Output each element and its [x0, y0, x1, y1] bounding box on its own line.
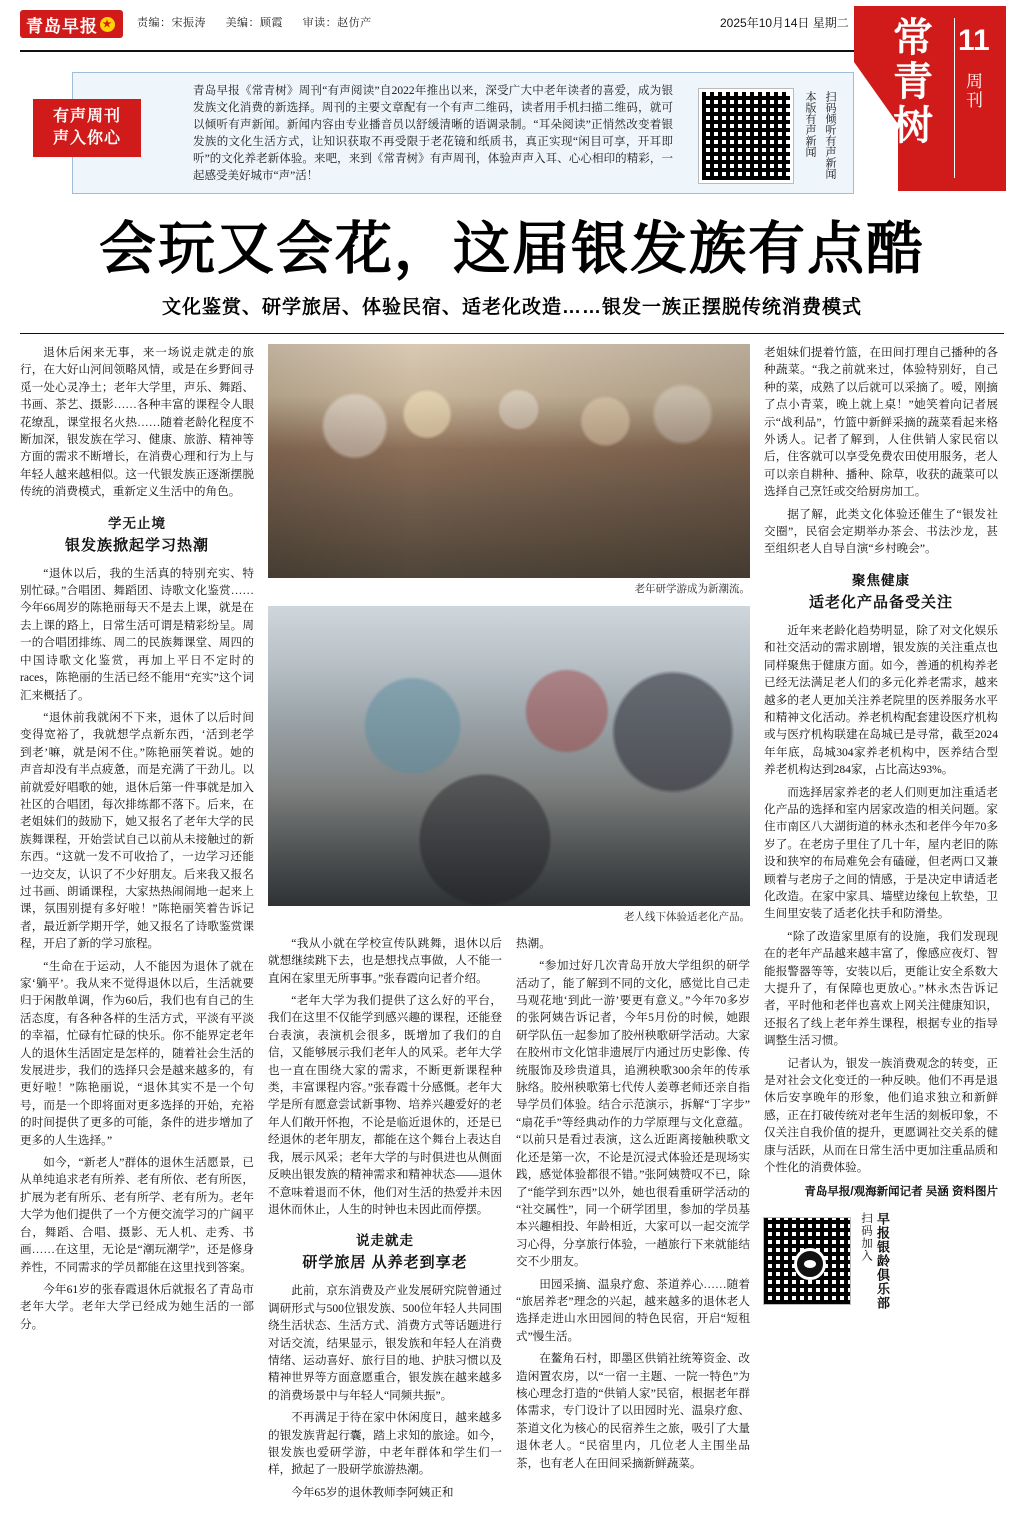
c4-p5: “除了改造家里原有的设施，我们发现现在的老年产品越来越丰富了，像感应夜灯、智能报警器等等，安装以后，更能让安全系数大大提升了，有保障也更放心。”林永杰告诉记者，平时他和老伴也喜欢上网关注健康知识，还报名了线上老年养生课程，根据专业的指导调整生活习惯。 [764, 929, 998, 1048]
editor-0: 责编：宋振涛 [137, 17, 206, 29]
c2-p1: “我从小就在学校宣传队跳舞，退休以后就想继续跳下去，也是想找点事做，人不能一直闲在家里无所事事。”张春霞向记者介绍。 [268, 936, 502, 985]
club-qr-name: 早报银龄俱乐部 [875, 1211, 890, 1310]
c3m-p1: 热潮。 [516, 936, 551, 950]
article-columns [20, 344, 1004, 1506]
c1-p5: 今年61岁的张春霞退休后就报名了青岛市老年大学。老年大学已经成为她生活的一部分。 [20, 1282, 254, 1331]
editor-2: 审读：赵仿产 [302, 17, 372, 29]
audio-weekly-text: 青岛早报《常青树》周刊“有声阅读”自2022年推出以来，深受广大中老年读者的喜爱，成为银发族文化消费的新选择。周刊的主要文章配有一个有声二维码，读者用手机扫描二维码，就可以倾听有声新闻。新闻内容由专业播音员以舒缓清晰的语调录制。“耳朵阅读”正悄然改变着银发族的文化生活方式，让知识获取不再受限于老花镜和纸质书，真正实现“闲目可享，开耳即听”的文化养老新体验。来吧，来到《常青树》有声周刊，体验声声入耳、心心相印的精彩，一起感受美好城市“声”活！ [193, 85, 673, 182]
page-subtitle: 文化鉴赏、研学旅居、体验民宿、适老化改造……银发一族正摆脱传统消费模式 [161, 297, 862, 318]
c1-p4: 如今，“新老人”群体的退休生活愿景，已从单纯追求老有所养、老有所依、老有所医，扩展为老有所乐、老有所学、老有所为。老年大学为他们提供了一个方便交流学习的广阔平台，舞蹈、合唱、摄影、无人机、走秀、书画……在这里，无论是“潮玩潮学”，还是修身养性，不同需求的学员都能在这里找到答案。 [20, 1156, 254, 1274]
editor-1: 美编：顾霞 [225, 17, 284, 29]
c2-p2: “老年大学为我们提供了这么好的平台，我们在这里不仅能学到感兴趣的课程，还能登台表演，表演机会很多，既增加了我们的自信，又能够展示我们老年人的风采。老年大学也一直在围绕大家的需求，不断更新课程种类，丰富课程内容。”张春霞十分感慨。老年大学是所有愿意尝试新事物、培养兴趣爱好的老年人们敞开怀抱，不论是临近退休的，还是已经退休的老年朋友，都能在这个舞台上表达自我，展示风采；老年大学的与时俱进也从侧面反映出银发族的精神需求和精神状态——退休不意味着退而不休，他们对生活的热爱并未因退休而休止，人生的时钟也未因此而停摆。 [268, 994, 502, 1216]
c1-p1: “退休以后，我的生活真的特别充实、特别忙碌。”合唱团、舞蹈团、诗歌文化鉴赏……今年66周岁的陈艳丽每天不是去上课，就是在去上课的路上，日常生活可谓是精彩纷呈。周一的合唱团排练、周二的民族舞课堂、周四的中国诗歌文化鉴赏，再加上平日不定时的races，陈艳丽的生活已经不能用“充实”这个词汇来概括了。 [20, 566, 254, 702]
section-heading-3-small: 聚焦健康 [852, 572, 910, 588]
club-qr-join-label: 扫码加入 [860, 1211, 872, 1262]
c1-lead: 退休后闲来无事，来一场说走就走的旅行，在大好山河间领略风情，或是在乡野间寻觅一处心灵净土；老年大学里，声乐、舞蹈、书画、茶艺、摄影……各种丰富的课程令人眼花缭乱，课堂报名火热……随着老龄化程度不断加深，银发族在学习、健康、旅游、精神等方面的需求不断增长，在消费心理和行为上与年轻人越来越相似。这一代银发族正逐渐摆脱传统的消费模式，重新定义生活中的角色。 [20, 346, 254, 499]
section-heading-2-big: 研学旅居 从养老到享老 [302, 1254, 468, 1272]
editor-credits [137, 14, 388, 30]
audio-tag-line1: 有声周刊 [52, 108, 121, 125]
photo-aging-products-caption: 老人线下体验适老化产品。 [624, 912, 750, 924]
section-heading-2-small: 说走就走 [356, 1233, 414, 1249]
column-2b [516, 935, 750, 1506]
qr-center-logo [794, 1248, 826, 1280]
paper-logo [20, 10, 123, 38]
banner-divider [954, 18, 955, 178]
paper-name: 青岛早报 [26, 16, 98, 36]
section-heading-2 [268, 1230, 502, 1274]
page-title: 会玩又会花，这届银发族有点酷 [99, 217, 925, 281]
section-banner [854, 6, 1006, 191]
section-heading-1-small: 学无止境 [108, 515, 166, 531]
club-qr-labels [858, 1212, 890, 1310]
page-number: 11 [958, 24, 990, 57]
c2-p5: 今年65岁的退休教师李阿姨正和 [291, 1485, 454, 1499]
column-2a [268, 935, 502, 1506]
photo-research-tour [268, 344, 750, 578]
section-heading-3-big: 适老化产品备受关注 [808, 593, 953, 611]
photo-research-tour-content [268, 344, 750, 578]
photo-aging-products-content [268, 606, 750, 906]
column-4 [764, 344, 998, 1506]
c4-p1: 老姐妹们提着竹篮，在田间打理自己播种的各种蔬菜。“我之前就来过，体验特别好，自己种的菜，成熟了以后就可以采摘了。嗳，刚摘了点小青菜，晚上就上桌！”她笑着向记者展示“战利品”，竹篮中新鲜采摘的蔬菜看起来格外诱人。记者了解到，人住供销人家民宿以后，住客就可以享受免费农田使用服务，老人可以亲自耕种、播种、除草，收获的蔬菜可以选择自己烹饪或交给厨房加工。 [764, 346, 998, 499]
audio-qr-label-right: 扫码倾听有声新闻 [824, 91, 836, 179]
c2-p3: 此前，京东消费及产业发展研究院曾通过调研形式与500位银发族、500位年轻人共同围绕生活状态、生活方式、消费方式等话题进行对话交流，结果显示，银发族和年轻人在消费情绪、运动喜好、旅行目的地、护肤习惯以及精神世界等方面意愿重合，银发族在越来越多的消费场景中与年轻人“同频共振”。 [268, 1284, 502, 1402]
sun-icon: ★ [100, 17, 115, 32]
photo-aging-products [268, 606, 750, 906]
c1-p3: “生命在于运动，人不能因为退休了就在家‘躺平’。我从来不觉得退休以后，生活就要归于闲散单调，作为60后，我们也有自己的生活态度，有各种各样的生活方式，平淡有平淡的幸福，忙碌有忙碌的快乐。你不能界定老年人的退休生活固定是怎样的，随着社会生活的发展进步，我们的选择只会是越来越多的，有更好啦！”陈艳丽说，“退休其实不是一个句号，而是一个即将面对更多选择的开始，充裕的时间提供了更多的可能，条件的进步增加了更多的人生选择。” [20, 959, 254, 1147]
c4-p4: 而选择居家养老的老人们则更加注重适老化产品的选择和室内居家改造的相关问题。家住市南区八大湖街道的林永杰和老伴今年70多岁了。在老房子里住了几十年，屋内老旧的陈设和狭窄的布局难免会有磕碰，但老两口又兼顾着与老房子之间的情感，于是决定申请适老化改造。在家中家具、墙壁边缘包上软垫，卫生间里安装了适老化扶手和防滑垫。 [764, 785, 998, 921]
section-heading-1 [20, 513, 254, 557]
c3m-p2: “参加过好几次青岛开放大学组织的研学活动了，能了解到不同的文化，感觉比自己走马观花地‘到此一游’要更有意义。”今年70多岁的张阿姨告诉记者，今年5月份的时候，她跟研学队伍一起参加了胶州秧歌研学活动。大家在胶州市文化馆非遗展厅内通过历史影像、传统服饰及珍贵道具，追溯秧歌300余年的传承脉络。胶州秧歌第七代传人姜尊老师还亲自指导学员们体验。结合示范演示，拆解“丁字步”“扇花手”等经典动作的力学原理与文化意蕴。“以前只是看过表演，这么近距离接触秧歌文化还是第一次，不论是沉浸式体验还是现场实践，感觉体验都很不错。”张阿姨赞叹不已，除了“能学到东西”以外，她也很看重研学活动的“社交属性”，同一个研学团里，参加的学员基本兴趣相投、年龄相近，大家可以一起交流学习心得，分享旅行体验，一趟旅行下来就能结交不少朋友。 [516, 959, 750, 1269]
audio-qr-code[interactable] [699, 89, 793, 183]
article-byline: 青岛早报/观海新闻记者 吴涵 资料图片 [804, 1186, 998, 1199]
audio-weekly-tag [33, 99, 141, 157]
issue-date: 2025年10月14日 星期二 [720, 16, 849, 30]
c4-p6: 记者认为，银发一族消费观念的转变，正是对社会文化变迁的一种反映。他们不再是退休后安享晚年的形象，他们追求独立和新鲜感，正在打破传统对老年生活的刻板印象，不仅关注自我价值的提升，更愿调社交关系的健康与活跃，从而在日常生活中更加注重品质和个性化的消费体验。 [764, 1056, 998, 1175]
headline-divider [20, 333, 1004, 334]
c2-p4: 不再满足于待在家中休闲度日，越来越多的银发族背起行囊，踏上求知的旅途。如今，银发族也爱研学游，中老年群体和学生们一样，掀起了一股研学旅游热潮。 [268, 1411, 502, 1477]
audio-weekly-box [52, 72, 854, 194]
c3m-p3: 田园采摘、温泉疗愈、茶道养心……随着“旅居养老”理念的兴起，越来越多的退休老人选择走进山水田园间的特色民宿，开启“短租式”慢生活。 [516, 1277, 750, 1343]
audio-qr-label-left: 本版有声新闻 [804, 91, 816, 157]
audio-tag-line2: 声入你心 [52, 130, 121, 147]
club-qr-block[interactable] [764, 1212, 998, 1310]
banner-title: 常青树 [893, 16, 933, 148]
banner-weekly-label: 周刊 [963, 72, 982, 110]
c3m-p4: 在鳌角石村，即墨区供销社统筹资金、改造闲置农房，以“一宿一主题、一院一特色”为核心理念打造的“供销人家”民宿，根据老年群体需求，专门设计了以田园时光、温泉疗愈、茶道文化为核心的民宿养生之旅，吸引了大量退休老人。“民宿里内，几位老人主围坐品茶，也有老人在田间采摘新鲜蔬菜。 [516, 1352, 750, 1470]
photo-research-tour-caption: 老年研学游成为新潮流。 [634, 584, 750, 595]
c4-p3: 近年来老龄化趋势明显，除了对文化娱乐和社交活动的需求剧增，银发族的关注重点也同样聚焦于健康方面。如今，善通的机构养老已经无法满足老人们的多元化养老需求，越来越多的老人更加关注养老院里的医养服务水平和精神文化活动。养老机构配套建设医疗机构或与医疗机构联建在岛城已是寻常，截至2024年年底，岛城304家养老机构中，医养结合型养老机构达到284家，占比高达93%。 [764, 623, 998, 777]
c4-p2: 据了解，此类文化体验还催生了“银发社交圈”，民宿会定期举办茶会、书法沙龙，甚至组织老人自导自演“乡村晚会”。 [764, 507, 998, 556]
section-heading-1-big: 银发族掀起学习热潮 [64, 536, 209, 554]
column-2 [268, 344, 750, 1506]
club-qr-code[interactable] [764, 1218, 850, 1304]
c1-p2: “退休前我就闲不下来，退休了以后时间变得宽裕了，我就想学点新东西，‘活到老学到老’嘛，就是闲不住。”陈艳丽笑着说。她的声音却没有半点疲惫，而是充满了干劲儿。以前就爱好唱歌的她，退休后第一件事就是加入社区的合唱团，每次排练都不落下。后来，在老姐妹们的鼓励下，她又报名了老年大学的民族舞课程，开始尝试自己以前从未接触过的新东西。“这就一发不可收拾了，一边学习还能一边交友，认识了不少好朋友。后来我又报名过书画、朗诵课程，大家热热闹闹地一起来上课，氛围别提有多好啦！”陈艳丽笑着告诉记者，最近新学期开学，她又报名了诗歌鉴赏课程，开启了新的学习旅程。 [20, 710, 254, 951]
column-2-text-split [268, 935, 750, 1506]
masthead-divider [20, 50, 864, 52]
section-heading-3 [764, 570, 998, 614]
column-1 [20, 344, 254, 1506]
